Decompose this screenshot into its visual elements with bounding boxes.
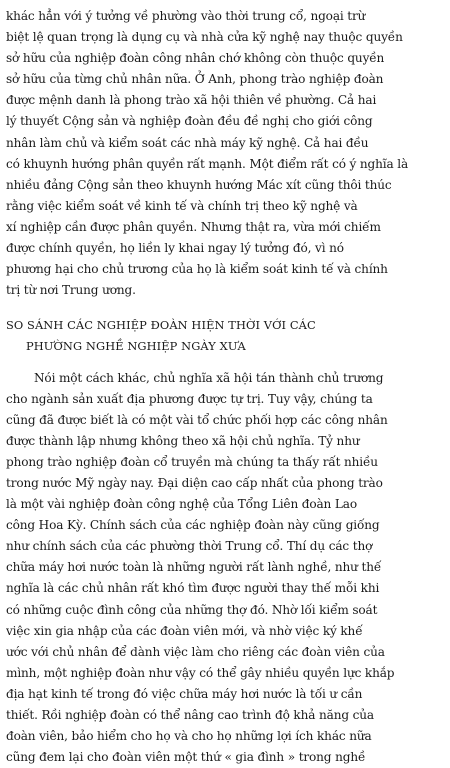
text-line: chữa máy hơi nước toàn là những người rất lành nghề, như thế	[6, 557, 440, 578]
text-line: phương hại cho chủ trương của họ là kiểm soát kinh tế và chính	[6, 259, 440, 280]
text-line: sở hữu của nghiệp đoàn công nhân chớ không còn thuộc quyền	[6, 48, 440, 69]
section-heading	[6, 315, 440, 357]
text-line: cho ngành sản xuất địa phương được tự trị. Tuy vậy, chúng ta	[6, 389, 440, 410]
text-line: thiết. Rồi nghiệp đoàn có thể nâng cao trình độ khả năng của	[6, 705, 440, 726]
section-heading-line-1: SO SÁNH CÁC NGHIỆP ĐOÀN HIỆN THỜI VỚI CÁC	[6, 315, 440, 336]
text-line: địa hạt kinh tế trong đó việc chữa máy hơi nước là tối ư cần	[6, 684, 440, 705]
text-line: có những cuộc đình công của những thợ đó. Nhờ lối kiểm soát	[6, 600, 440, 621]
text-line: khác hẳn với ý tưởng về phường vào thời trung cổ, ngoại trừ	[6, 6, 440, 27]
section-gap	[6, 358, 440, 368]
text-line: được thành lập nhưng không theo xã hội chủ nghĩa. Tỷ như	[6, 431, 440, 452]
section-heading-line-2: PHƯỜNG NGHỀ NGHIỆP NGÀY XƯA	[6, 336, 440, 357]
paragraph-2	[6, 368, 440, 768]
text-line: như chính sách của các phường thời Trung cổ. Thí dụ các thợ	[6, 536, 440, 557]
text-line: trong nước Mỹ ngày nay. Đại diện cao cấp nhất của phong trào	[6, 473, 440, 494]
text-line: lý thuyết Cộng sản và nghiệp đoàn đều đề nghị cho giới công	[6, 111, 440, 132]
text-line: công Hoa Kỳ. Chính sách của các nghiệp đoàn này cũng giống	[6, 515, 440, 536]
text-line: nhân làm chủ và kiểm soát các nhà máy kỹ nghệ. Cả hai đều	[6, 133, 440, 154]
text-line: sở hữu của từng chủ nhân nữa. Ở Anh, phong trào nghiệp đoàn	[6, 69, 440, 90]
text-line: ước với chủ nhân để dành việc làm cho riêng các đoàn viên của	[6, 642, 440, 663]
text-line: đoàn viên, bảo hiểm cho họ và cho họ những lợi ích khác nữa	[6, 726, 440, 747]
section-gap	[6, 301, 440, 315]
text-line: nhiều đảng Cộng sản theo khuynh hướng Mác xít cũng thôi thúc	[6, 175, 440, 196]
text-line: phong trào nghiệp đoàn cổ truyền mà chúng ta thấy rất nhiều	[6, 452, 440, 473]
text-line: cũng đã được biết là có một vài tổ chức phối hợp các công nhân	[6, 410, 440, 431]
text-line: là một vài nghiệp đoàn công nghệ của Tổng Liên đoàn Lao	[6, 494, 440, 515]
text-line: việc xin gia nhập của các đoàn viên mới, và nhờ việc ký khế	[6, 621, 440, 642]
paragraph-1	[6, 6, 440, 301]
text-line: có khuynh hướng phân quyền rất mạnh. Một điểm rất có ý nghĩa là	[6, 154, 440, 175]
text-line: rằng việc kiểm soát về kinh tế và chính trị theo kỹ nghệ và	[6, 196, 440, 217]
text-line: trị từ nơi Trung ương.	[6, 280, 440, 301]
text-line: cũng đem lại cho đoàn viên một thứ « gia đình » trong nghề	[6, 747, 440, 768]
text-line: biệt lệ quan trọng là dụng cụ và nhà cửa kỹ nghệ nay thuộc quyền	[6, 27, 440, 48]
text-line: xí nghiệp cần được phân quyền. Nhưng thật ra, vừa mới chiếm	[6, 217, 440, 238]
text-line: được mệnh danh là phong trào xã hội thiên về phường. Cả hai	[6, 90, 440, 111]
text-line: được chính quyền, họ liền ly khai ngay lý tưởng đó, vì nó	[6, 238, 440, 259]
text-line: Nói một cách khác, chủ nghĩa xã hội tán thành chủ trương	[6, 368, 440, 389]
text-line: nghĩa là các chủ nhân rất khó tìm được người thay thế mỗi khi	[6, 578, 440, 599]
text-line: mình, một nghiệp đoàn như vậy có thể gây nhiều quyền lực khắp	[6, 663, 440, 684]
